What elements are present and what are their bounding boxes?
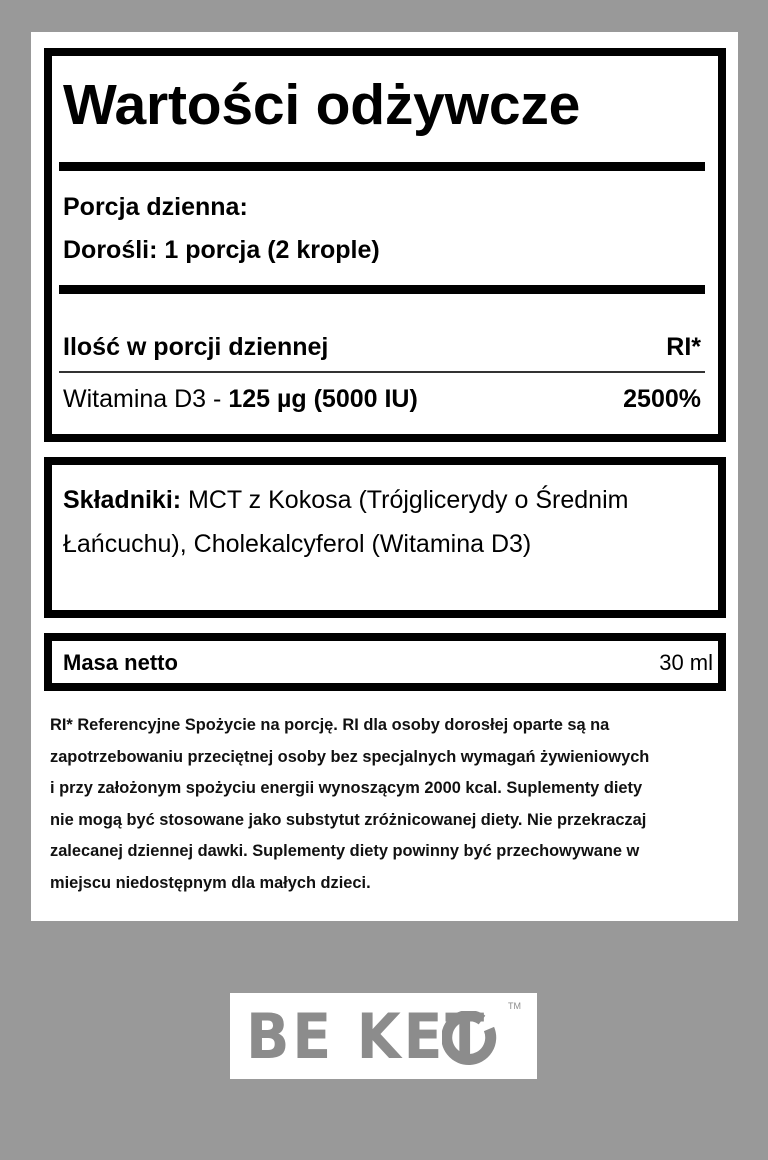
ingredients-label: Składniki: xyxy=(63,486,182,514)
footnote-line: zapotrzebowaniu przeciętnej osoby bez specjalnych wymagań żywieniowych xyxy=(50,747,650,766)
footnote-line: i przy założonym spożyciu energii wynoszącym 2000 kcal. Suplementy diety xyxy=(50,779,643,797)
nutrient-ri: 2500% xyxy=(623,385,701,413)
nutrient-amount: 125 µg (5000 IU) xyxy=(228,385,418,413)
trademark-mark: TM xyxy=(508,1001,521,1011)
ingredients-list: MCT z Kokosa (Trójglicerydy o Średnim Łańcuchu), Cholekalcyferol (Witamina D3) xyxy=(63,486,629,558)
serving-adults: Dorośli: 1 porcja (2 krople) xyxy=(63,236,380,264)
footnote xyxy=(50,710,730,899)
ring-o-icon xyxy=(442,1011,498,1067)
ingredients-text xyxy=(63,478,663,566)
footnote-line: nie mogą być stosowane jako substytut zróżnicowanej diety. Nie przekraczaj xyxy=(50,810,647,829)
ri-header: RI* xyxy=(666,333,701,361)
footnote-line: miejscu niedostępnym dla małych dzieci. xyxy=(50,873,371,892)
net-mass-value: 30 ml xyxy=(659,650,713,675)
divider-thick xyxy=(59,162,705,171)
net-mass-label: Masa netto xyxy=(63,650,178,675)
nutrient-row xyxy=(63,384,418,414)
divider-thin xyxy=(59,371,705,373)
nutrient-name: Witamina D3 - xyxy=(63,385,229,413)
divider-thick xyxy=(59,285,705,294)
footnote-line: RI* Referencyjne Spożycie na porcję. RI dla osoby dorosłej oparte są na xyxy=(50,716,610,734)
brand-logo xyxy=(230,993,537,1079)
serving-label: Porcja dzienna: xyxy=(63,193,248,221)
footnote-line: zalecanej dziennej dawki. Suplementy diety powinny być przechowywane w xyxy=(50,842,640,860)
brand-name: BE KET xyxy=(246,1000,487,1073)
nutrition-title: Wartości odżywcze xyxy=(63,73,581,137)
amount-header: Ilość w porcji dziennej xyxy=(63,333,329,361)
